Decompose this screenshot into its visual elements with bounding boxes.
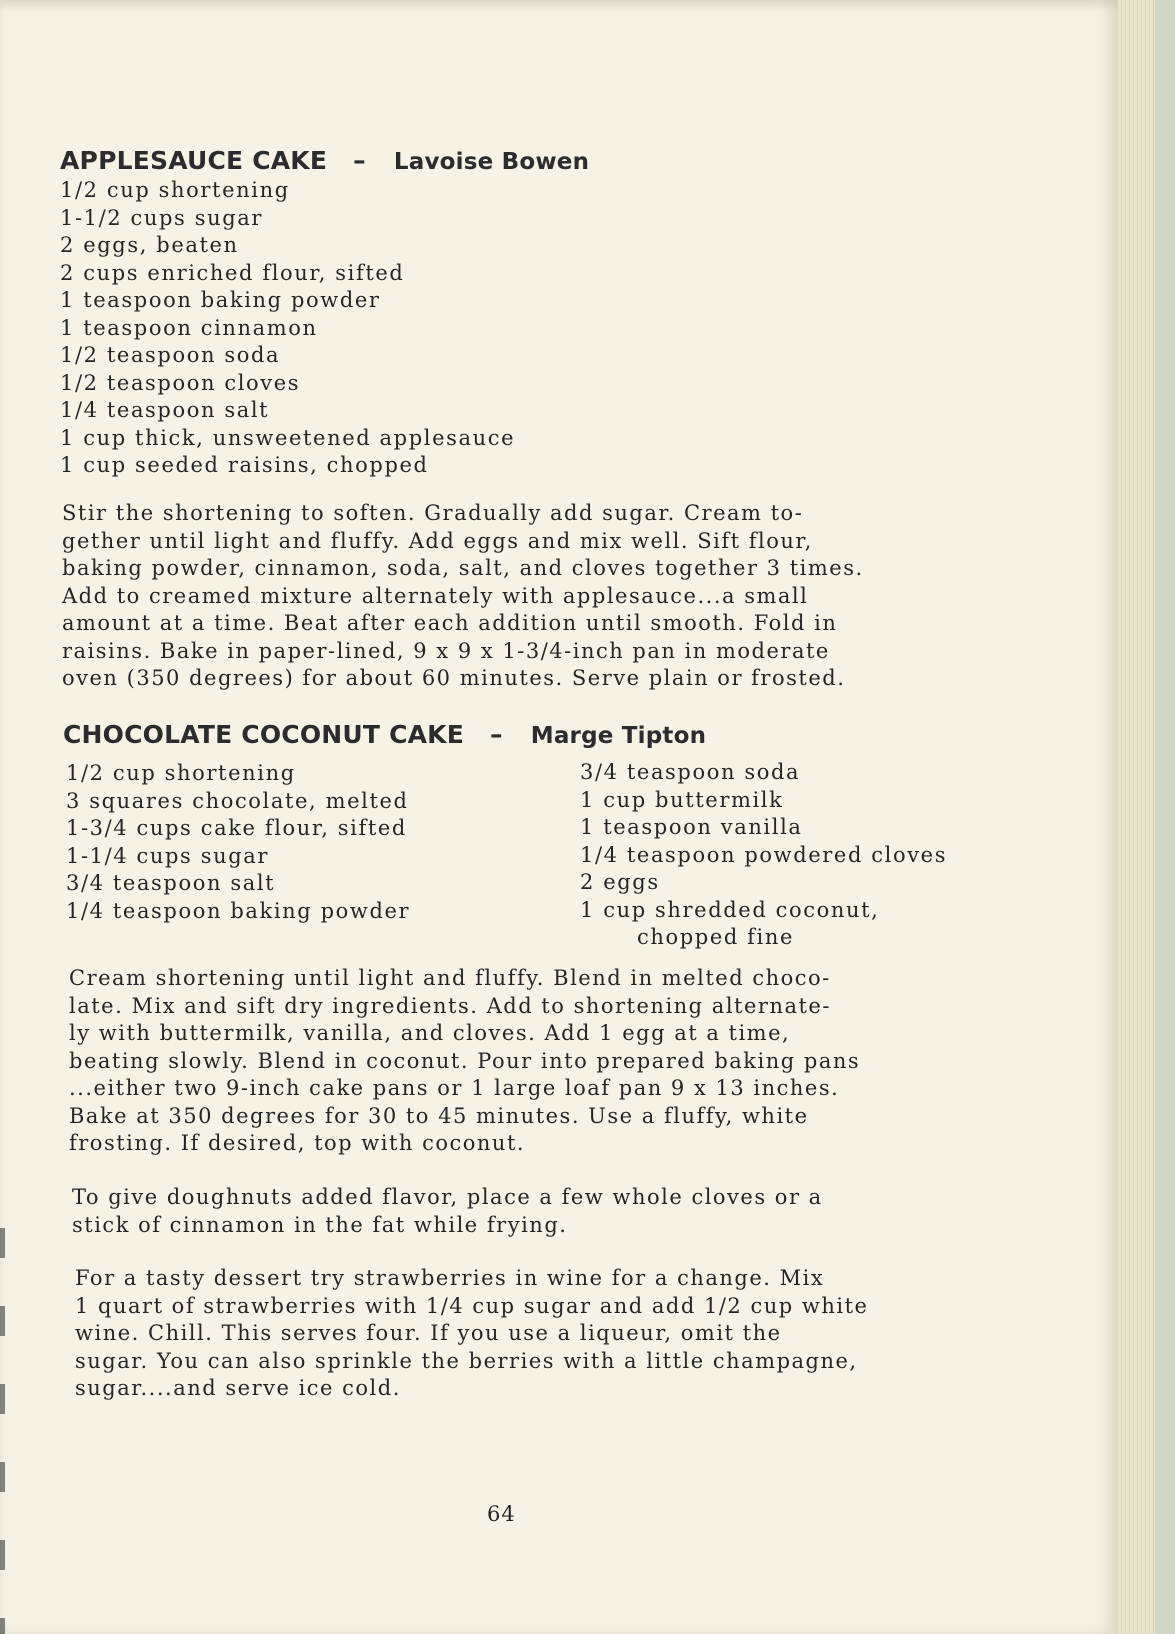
recipe-title: APPLESAUCE CAKE — [60, 146, 328, 175]
ingredient-item: 1-1/2 cups sugar — [60, 205, 264, 230]
recipe-title: CHOCOLATE COCONUT CAKE — [63, 720, 465, 749]
recipe-heading-applesauce-cake — [60, 146, 589, 175]
binding-holes — [0, 1180, 5, 1634]
page-stack-edge — [1118, 0, 1175, 1634]
recipe-author: Lavoise Bowen — [393, 149, 590, 175]
page-number: 64 — [487, 1502, 516, 1526]
title-separator: – — [490, 720, 503, 749]
title-separator: – — [353, 146, 366, 175]
ingredient-item: 3/4 teaspoon soda — [580, 760, 801, 784]
ingredient-item: 2 cups enriched flour, sifted — [60, 260, 405, 285]
ingredient-item: 2 eggs, beaten — [60, 233, 239, 257]
ingredient-item: 1 teaspoon cinnamon — [60, 315, 318, 340]
ingredient-item: 1 teaspoon vanilla — [580, 815, 803, 839]
ingredient-item: 1/4 teaspoon salt — [60, 398, 270, 422]
ingredient-item: 1 cup seeded raisins, chopped — [60, 453, 429, 477]
ingredient-item: 3 squares chocolate, melted — [66, 788, 409, 813]
ingredient-item: 1/4 teaspoon powdered cloves — [580, 842, 948, 867]
ingredient-item: 1 cup thick, unsweetened applesauce — [60, 425, 516, 450]
recipe-heading-chocolate-coconut-cake — [63, 720, 706, 749]
tip-doughnuts: To give doughnuts added flavor, place a few whole cloves or a stick of cinnamon in the fat while frying. — [72, 1185, 823, 1237]
recipe-author: Marge Tipton — [530, 723, 707, 749]
ingredient-list-applesauce-cake — [60, 177, 515, 480]
ingredient-item: 1/2 teaspoon cloves — [60, 370, 301, 395]
ingredient-item: 2 eggs — [580, 870, 660, 894]
ingredient-item-continued: chopped fine — [637, 925, 795, 949]
ingredient-item: 1/4 teaspoon baking powder — [66, 898, 411, 923]
ingredient-list-right — [580, 759, 947, 952]
ingredient-item: 1/2 cup shortening — [66, 761, 296, 785]
recipe-directions-chocolate-coconut-cake: Cream shortening until light and fluffy. Blend in melted choco- late. Mix and sift dry ingredients. Add to shortening alternate- ly with buttermilk, vanilla, and cloves. Add 1 egg at a time, beating slowly. Blend in coconut. Pour into prepared baking pans ...either two 9-inch cake pans or 1 large loaf pan 9 x 13 inches. Bake at 350 degrees for 30 to 45 minutes. Use a fluffy, white frosting. If desired, top with coconut. — [69, 966, 861, 1155]
ingredient-item: 1 cup shredded coconut, — [580, 897, 880, 922]
ingredient-item: 3/4 teaspoon salt — [66, 871, 276, 895]
ingredient-list-left — [66, 760, 410, 925]
tip-strawberries-in-wine: For a tasty dessert try strawberries in wine for a change. Mix 1 quart of strawberries with 1/4 cup sugar and add 1/2 cup white wine. Chill. This serves four. If you use a liqueur, omit the sugar. You can also sprinkle the berries with a little champagne, sugar....and serve ice cold. — [75, 1266, 869, 1400]
ingredient-item: 1 teaspoon baking powder — [60, 288, 381, 312]
recipe-directions-applesauce-cake: Stir the shortening to soften. Gradually add sugar. Cream to- gether until light and fluffy. Add eggs and mix well. Sift flour, baking powder, cinnamon, soda, salt, and cloves together 3 times. Add to creamed mixture alternately with applesauce...a small amount at a time. Beat after each addition until smooth. Fold in raisins. Bake in paper-lined, 9 x 9 x 1-3/4-inch pan in moderate oven (350 degrees) for about 60 minutes. Serve plain or frosted. — [62, 501, 864, 690]
ingredient-item: 1-3/4 cups cake flour, sifted — [66, 816, 407, 840]
ingredient-item: 1/2 teaspoon soda — [60, 343, 281, 367]
ingredient-item: 1 cup buttermilk — [580, 787, 784, 812]
ingredient-item: 1/2 cup shortening — [60, 178, 290, 202]
ingredient-item: 1-1/4 cups sugar — [66, 843, 270, 868]
